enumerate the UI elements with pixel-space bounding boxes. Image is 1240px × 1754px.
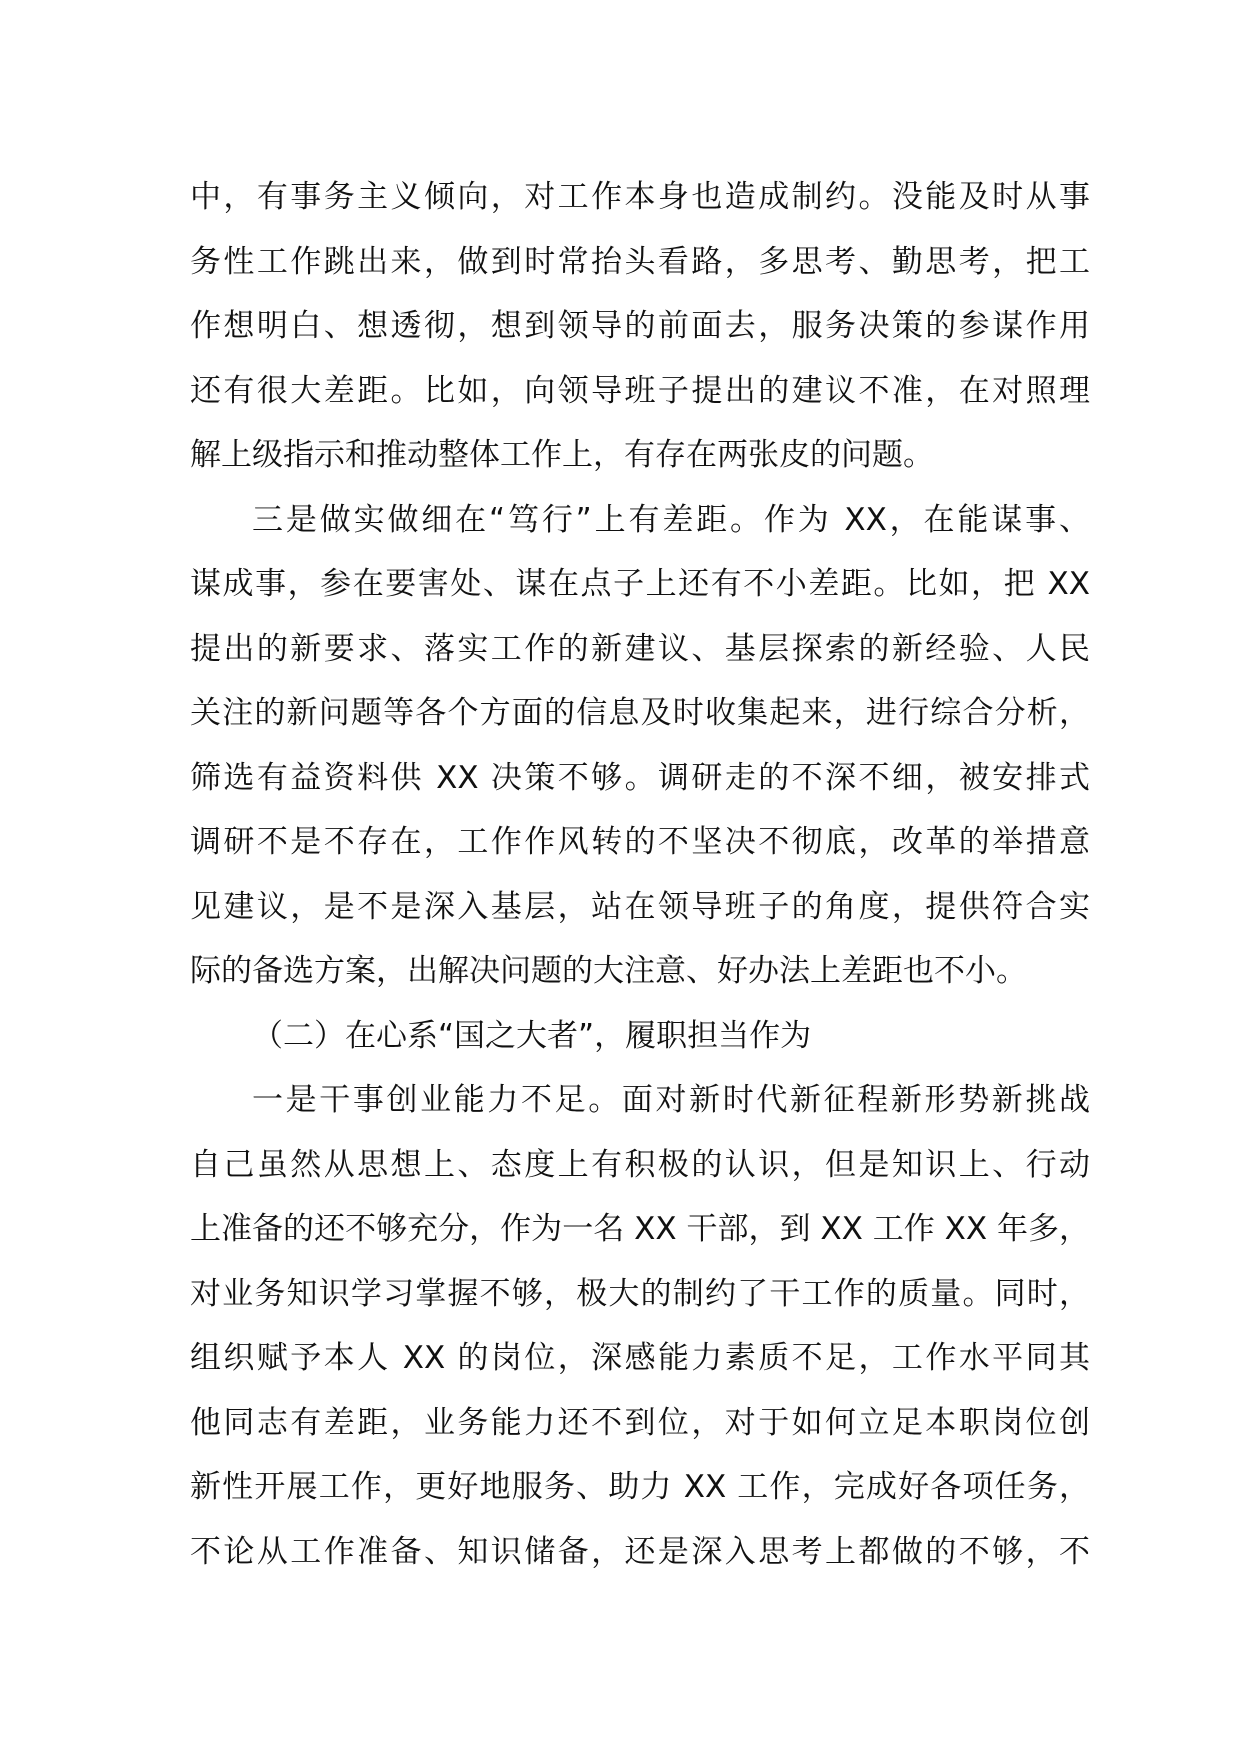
text-line: 上准备的还不够充分，作为一名 XX 干部，到 XX 工作 XX 年多， — [190, 1211, 1090, 1247]
body-text — [190, 165, 1090, 1584]
text-line: 他同志有差距，业务能力还不到位，对于如何立足本职岗位创 — [190, 1404, 1090, 1441]
text-line: 务性工作跳出来，做到时常抬头看路，多思考、勤思考，把工 — [190, 243, 1090, 280]
text-line: 解上级指示和推动整体工作上，有存在两张皮的问题。 — [190, 437, 934, 473]
section-heading: （二）在心系“国之大者”，履职担当作为 — [252, 1017, 812, 1054]
text-line: 调研不是不存在，工作作风转的不坚决不彻底，改革的举措意 — [190, 824, 1090, 860]
text-line: 筛选有益资料供 XX 决策不够。调研走的不深不细，被安排式 — [190, 759, 1090, 796]
paragraph-start-line: 三是做实做细在“笃行”上有差距。作为 XX，在能谋事、 — [252, 501, 1090, 538]
text-line: 见建议，是不是深入基层，站在领导班子的角度，提供符合实 — [190, 888, 1090, 925]
text-line: 谋成事，参在要害处、谋在点子上还有不小差距。比如，把 XX — [190, 566, 1090, 602]
paragraph-start-line: 一是干事创业能力不足。面对新时代新征程新形势新挑战 — [252, 1082, 1090, 1118]
text-line: 关注的新问题等各个方面的信息及时收集起来，进行综合分析， — [190, 695, 1090, 731]
text-line: 自己虽然从思想上、态度上有积极的认识，但是知识上、行动 — [190, 1146, 1090, 1183]
text-line: 中，有事务主义倾向，对工作本身也造成制约。没能及时从事 — [190, 179, 1090, 215]
text-line: 对业务知识学习掌握不够，极大的制约了干工作的质量。同时， — [190, 1275, 1090, 1312]
text-line: 新性开展工作，更好地服务、助力 XX 工作，完成好各项任务， — [190, 1469, 1090, 1505]
text-line: 不论从工作准备、知识储备，还是深入思考上都做的不够，不 — [190, 1533, 1090, 1570]
text-line: 还有很大差距。比如，向领导班子提出的建议不准，在对照理 — [190, 372, 1090, 409]
text-line: 作想明白、想透彻，想到领导的前面去，服务决策的参谋作用 — [190, 308, 1090, 344]
text-line: 组织赋予本人 XX 的岗位，深感能力素质不足，工作水平同其 — [190, 1340, 1090, 1376]
text-line: 提出的新要求、落实工作的新建议、基层探索的新经验、人民 — [190, 630, 1090, 667]
text-line: 际的备选方案，出解决问题的大注意、好办法上差距也不小。 — [190, 953, 1027, 989]
